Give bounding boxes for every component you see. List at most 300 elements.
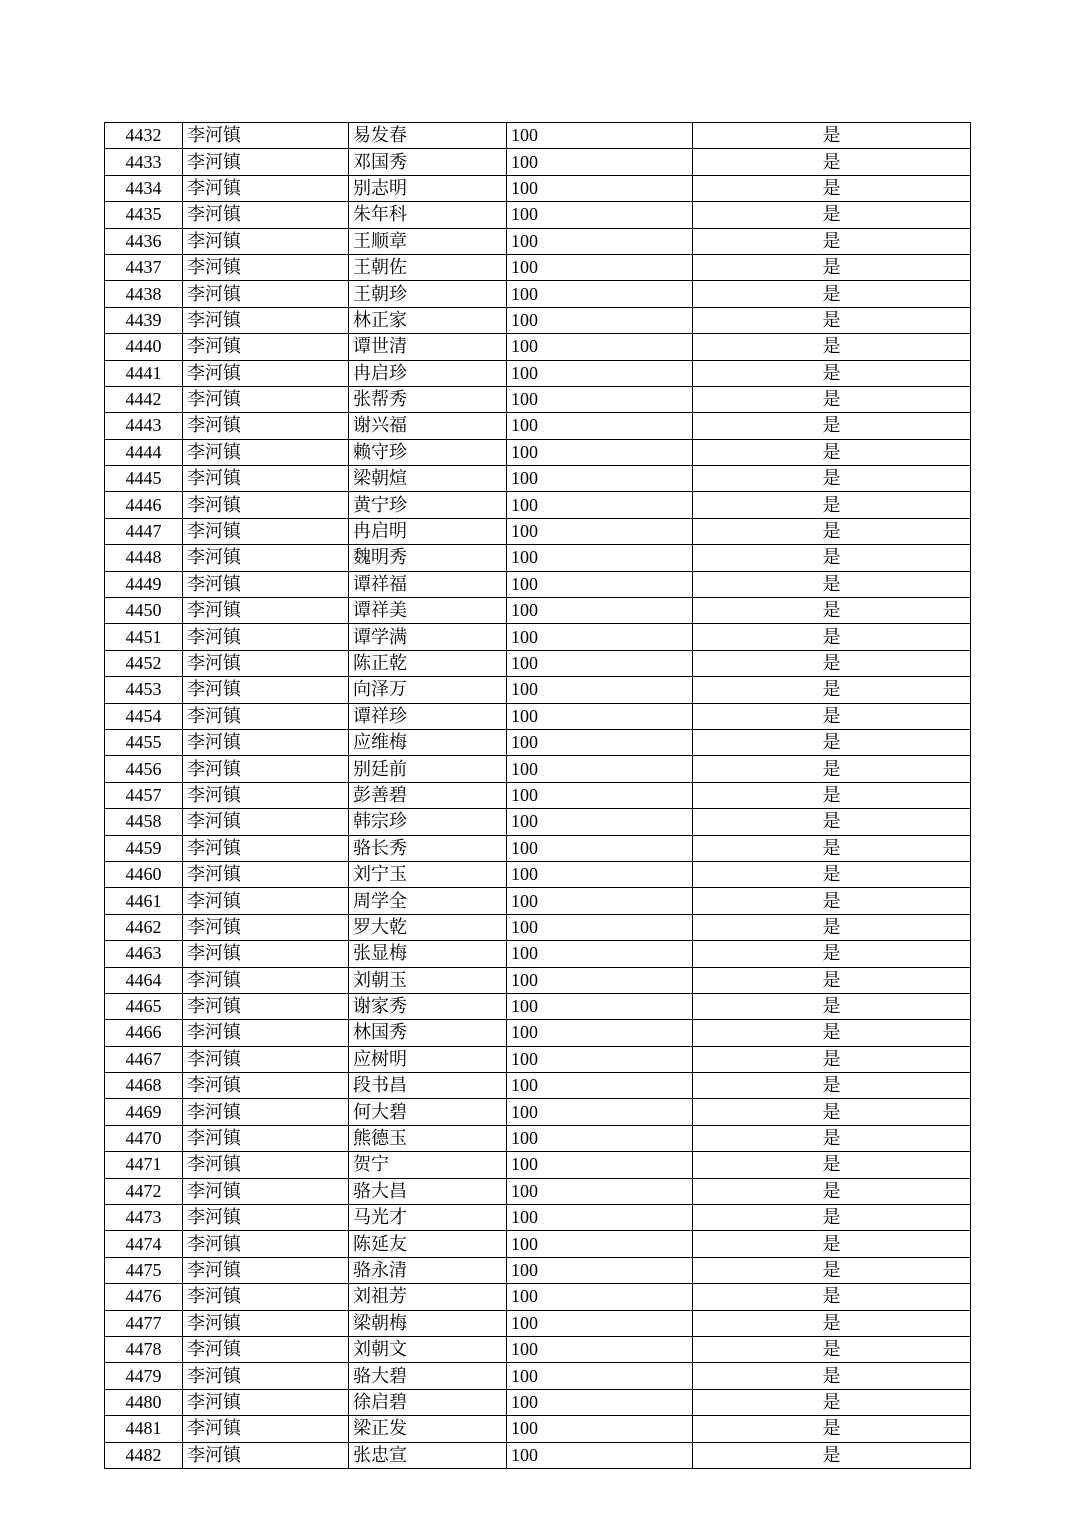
row-name-cell: 贺宁: [349, 1152, 507, 1178]
row-town-cell: 李河镇: [183, 518, 349, 544]
row-flag-cell: 是: [693, 1310, 971, 1336]
table-row: [105, 914, 971, 940]
row-flag-cell: 是: [693, 413, 971, 439]
table-row: [105, 861, 971, 887]
row-index-cell: 4474: [105, 1231, 183, 1257]
row-name-cell: 陈正乾: [349, 650, 507, 676]
row-index-cell: 4469: [105, 1099, 183, 1125]
row-name-cell: 梁正发: [349, 1416, 507, 1442]
row-index-cell: 4461: [105, 888, 183, 914]
row-name-cell: 刘祖芳: [349, 1284, 507, 1310]
table-row: [105, 1284, 971, 1310]
row-town-cell: 李河镇: [183, 175, 349, 201]
table-row: [105, 492, 971, 518]
table-row: [105, 729, 971, 755]
row-amount-cell: 100: [507, 1205, 693, 1231]
row-index-cell: 4439: [105, 307, 183, 333]
row-index-cell: 4467: [105, 1046, 183, 1072]
row-name-cell: 刘宁玉: [349, 861, 507, 887]
table-row: [105, 1205, 971, 1231]
row-amount-cell: 100: [507, 624, 693, 650]
row-town-cell: 李河镇: [183, 360, 349, 386]
row-name-cell: 别廷前: [349, 756, 507, 782]
table-row: [105, 123, 971, 149]
row-amount-cell: 100: [507, 466, 693, 492]
row-amount-cell: 100: [507, 1336, 693, 1362]
row-town-cell: 李河镇: [183, 835, 349, 861]
row-name-cell: 骆永清: [349, 1257, 507, 1283]
row-name-cell: 邓国秀: [349, 149, 507, 175]
row-name-cell: 骆长秀: [349, 835, 507, 861]
table-row: [105, 967, 971, 993]
row-index-cell: 4447: [105, 518, 183, 544]
row-name-cell: 刘朝玉: [349, 967, 507, 993]
row-amount-cell: 100: [507, 545, 693, 571]
row-index-cell: 4462: [105, 914, 183, 940]
row-town-cell: 李河镇: [183, 1389, 349, 1415]
row-flag-cell: 是: [693, 149, 971, 175]
row-flag-cell: 是: [693, 729, 971, 755]
row-amount-cell: 100: [507, 1152, 693, 1178]
table-row: [105, 175, 971, 201]
row-flag-cell: 是: [693, 386, 971, 412]
row-flag-cell: 是: [693, 861, 971, 887]
table-row: [105, 1020, 971, 1046]
row-name-cell: 彭善碧: [349, 782, 507, 808]
row-flag-cell: 是: [693, 334, 971, 360]
row-town-cell: 李河镇: [183, 466, 349, 492]
row-index-cell: 4445: [105, 466, 183, 492]
row-town-cell: 李河镇: [183, 914, 349, 940]
row-amount-cell: 100: [507, 598, 693, 624]
row-amount-cell: 100: [507, 413, 693, 439]
row-index-cell: 4482: [105, 1442, 183, 1468]
row-name-cell: 谭祥珍: [349, 703, 507, 729]
table-row: [105, 888, 971, 914]
row-index-cell: 4459: [105, 835, 183, 861]
row-name-cell: 林正家: [349, 307, 507, 333]
row-name-cell: 应树明: [349, 1046, 507, 1072]
row-amount-cell: 100: [507, 175, 693, 201]
row-flag-cell: 是: [693, 1152, 971, 1178]
table-row: [105, 281, 971, 307]
row-town-cell: 李河镇: [183, 729, 349, 755]
row-name-cell: 段书昌: [349, 1073, 507, 1099]
row-index-cell: 4435: [105, 202, 183, 228]
row-amount-cell: 100: [507, 888, 693, 914]
row-name-cell: 魏明秀: [349, 545, 507, 571]
table-body: [105, 123, 971, 1469]
row-flag-cell: 是: [693, 1363, 971, 1389]
row-index-cell: 4472: [105, 1178, 183, 1204]
table-row: [105, 307, 971, 333]
table-row: [105, 360, 971, 386]
row-index-cell: 4456: [105, 756, 183, 782]
row-index-cell: 4463: [105, 941, 183, 967]
row-flag-cell: 是: [693, 123, 971, 149]
row-town-cell: 李河镇: [183, 1310, 349, 1336]
row-amount-cell: 100: [507, 1099, 693, 1125]
row-index-cell: 4475: [105, 1257, 183, 1283]
row-amount-cell: 100: [507, 1416, 693, 1442]
row-name-cell: 何大碧: [349, 1099, 507, 1125]
row-town-cell: 李河镇: [183, 993, 349, 1019]
row-index-cell: 4480: [105, 1389, 183, 1415]
row-flag-cell: 是: [693, 1257, 971, 1283]
row-town-cell: 李河镇: [183, 809, 349, 835]
row-flag-cell: 是: [693, 1205, 971, 1231]
row-town-cell: 李河镇: [183, 413, 349, 439]
row-town-cell: 李河镇: [183, 281, 349, 307]
row-index-cell: 4440: [105, 334, 183, 360]
row-amount-cell: 100: [507, 1257, 693, 1283]
table-row: [105, 202, 971, 228]
row-amount-cell: 100: [507, 571, 693, 597]
row-index-cell: 4478: [105, 1336, 183, 1362]
row-flag-cell: 是: [693, 1046, 971, 1072]
row-town-cell: 李河镇: [183, 1178, 349, 1204]
row-name-cell: 张帮秀: [349, 386, 507, 412]
row-town-cell: 李河镇: [183, 1046, 349, 1072]
row-amount-cell: 100: [507, 1020, 693, 1046]
row-index-cell: 4452: [105, 650, 183, 676]
row-town-cell: 李河镇: [183, 756, 349, 782]
table-row: [105, 703, 971, 729]
row-amount-cell: 100: [507, 1046, 693, 1072]
table-row: [105, 149, 971, 175]
row-flag-cell: 是: [693, 993, 971, 1019]
table-row: [105, 1046, 971, 1072]
row-amount-cell: 100: [507, 1389, 693, 1415]
row-town-cell: 李河镇: [183, 1284, 349, 1310]
row-town-cell: 李河镇: [183, 439, 349, 465]
row-flag-cell: 是: [693, 1125, 971, 1151]
table-row: [105, 571, 971, 597]
row-flag-cell: 是: [693, 1099, 971, 1125]
row-index-cell: 4449: [105, 571, 183, 597]
row-name-cell: 黄宁珍: [349, 492, 507, 518]
row-town-cell: 李河镇: [183, 1099, 349, 1125]
row-amount-cell: 100: [507, 993, 693, 1019]
row-flag-cell: 是: [693, 941, 971, 967]
row-flag-cell: 是: [693, 281, 971, 307]
row-name-cell: 骆大碧: [349, 1363, 507, 1389]
row-amount-cell: 100: [507, 1442, 693, 1468]
row-flag-cell: 是: [693, 650, 971, 676]
row-index-cell: 4458: [105, 809, 183, 835]
row-flag-cell: 是: [693, 492, 971, 518]
row-flag-cell: 是: [693, 466, 971, 492]
row-index-cell: 4466: [105, 1020, 183, 1046]
row-flag-cell: 是: [693, 1284, 971, 1310]
row-name-cell: 冉启明: [349, 518, 507, 544]
row-amount-cell: 100: [507, 914, 693, 940]
row-flag-cell: 是: [693, 677, 971, 703]
row-index-cell: 4453: [105, 677, 183, 703]
row-name-cell: 谭祥福: [349, 571, 507, 597]
row-index-cell: 4470: [105, 1125, 183, 1151]
table-row: [105, 1336, 971, 1362]
row-amount-cell: 100: [507, 281, 693, 307]
row-flag-cell: 是: [693, 228, 971, 254]
row-index-cell: 4479: [105, 1363, 183, 1389]
table-row: [105, 809, 971, 835]
row-name-cell: 朱年科: [349, 202, 507, 228]
row-town-cell: 李河镇: [183, 624, 349, 650]
table-row: [105, 1073, 971, 1099]
row-amount-cell: 100: [507, 967, 693, 993]
row-town-cell: 李河镇: [183, 1073, 349, 1099]
row-amount-cell: 100: [507, 1363, 693, 1389]
row-index-cell: 4450: [105, 598, 183, 624]
row-town-cell: 李河镇: [183, 1152, 349, 1178]
row-flag-cell: 是: [693, 360, 971, 386]
row-flag-cell: 是: [693, 888, 971, 914]
table-row: [105, 677, 971, 703]
row-amount-cell: 100: [507, 1231, 693, 1257]
row-flag-cell: 是: [693, 1442, 971, 1468]
table-row: [105, 413, 971, 439]
row-index-cell: 4481: [105, 1416, 183, 1442]
row-town-cell: 李河镇: [183, 1205, 349, 1231]
row-index-cell: 4441: [105, 360, 183, 386]
row-name-cell: 赖守珍: [349, 439, 507, 465]
row-flag-cell: 是: [693, 809, 971, 835]
table-row: [105, 254, 971, 280]
row-amount-cell: 100: [507, 254, 693, 280]
row-town-cell: 李河镇: [183, 1416, 349, 1442]
row-name-cell: 谭世清: [349, 334, 507, 360]
row-index-cell: 4476: [105, 1284, 183, 1310]
row-index-cell: 4454: [105, 703, 183, 729]
table-row: [105, 624, 971, 650]
row-flag-cell: 是: [693, 1073, 971, 1099]
row-flag-cell: 是: [693, 756, 971, 782]
row-town-cell: 李河镇: [183, 492, 349, 518]
row-name-cell: 林国秀: [349, 1020, 507, 1046]
row-index-cell: 4432: [105, 123, 183, 149]
row-town-cell: 李河镇: [183, 1020, 349, 1046]
row-amount-cell: 100: [507, 386, 693, 412]
table-row: [105, 228, 971, 254]
row-town-cell: 李河镇: [183, 598, 349, 624]
row-index-cell: 4460: [105, 861, 183, 887]
row-index-cell: 4464: [105, 967, 183, 993]
table-row: [105, 1363, 971, 1389]
row-flag-cell: 是: [693, 1231, 971, 1257]
row-index-cell: 4448: [105, 545, 183, 571]
row-amount-cell: 100: [507, 360, 693, 386]
row-town-cell: 李河镇: [183, 254, 349, 280]
row-amount-cell: 100: [507, 1310, 693, 1336]
row-index-cell: 4465: [105, 993, 183, 1019]
row-amount-cell: 100: [507, 782, 693, 808]
row-flag-cell: 是: [693, 307, 971, 333]
row-town-cell: 李河镇: [183, 1125, 349, 1151]
row-town-cell: 李河镇: [183, 861, 349, 887]
row-name-cell: 熊德玉: [349, 1125, 507, 1151]
row-amount-cell: 100: [507, 334, 693, 360]
table-row: [105, 518, 971, 544]
row-flag-cell: 是: [693, 1389, 971, 1415]
row-name-cell: 谢家秀: [349, 993, 507, 1019]
row-amount-cell: 100: [507, 835, 693, 861]
row-name-cell: 向泽万: [349, 677, 507, 703]
row-flag-cell: 是: [693, 835, 971, 861]
row-index-cell: 4451: [105, 624, 183, 650]
table-row: [105, 386, 971, 412]
row-name-cell: 易发春: [349, 123, 507, 149]
row-name-cell: 陈延友: [349, 1231, 507, 1257]
row-amount-cell: 100: [507, 756, 693, 782]
table-row: [105, 1416, 971, 1442]
table-row: [105, 941, 971, 967]
table-row: [105, 1442, 971, 1468]
row-index-cell: 4457: [105, 782, 183, 808]
row-amount-cell: 100: [507, 202, 693, 228]
row-index-cell: 4444: [105, 439, 183, 465]
row-index-cell: 4442: [105, 386, 183, 412]
row-town-cell: 李河镇: [183, 307, 349, 333]
row-town-cell: 李河镇: [183, 1257, 349, 1283]
table-row: [105, 1257, 971, 1283]
table-row: [105, 782, 971, 808]
row-town-cell: 李河镇: [183, 545, 349, 571]
row-index-cell: 4468: [105, 1073, 183, 1099]
row-flag-cell: 是: [693, 914, 971, 940]
table-row: [105, 1310, 971, 1336]
row-name-cell: 梁朝煊: [349, 466, 507, 492]
row-amount-cell: 100: [507, 1073, 693, 1099]
row-index-cell: 4436: [105, 228, 183, 254]
row-amount-cell: 100: [507, 1125, 693, 1151]
table-row: [105, 439, 971, 465]
row-amount-cell: 100: [507, 149, 693, 175]
row-amount-cell: 100: [507, 492, 693, 518]
row-index-cell: 4446: [105, 492, 183, 518]
row-name-cell: 王朝佐: [349, 254, 507, 280]
data-table: [104, 122, 971, 1469]
row-flag-cell: 是: [693, 571, 971, 597]
table-row: [105, 545, 971, 571]
row-index-cell: 4433: [105, 149, 183, 175]
row-amount-cell: 100: [507, 123, 693, 149]
table-row: [105, 598, 971, 624]
row-flag-cell: 是: [693, 439, 971, 465]
row-index-cell: 4438: [105, 281, 183, 307]
row-name-cell: 别志明: [349, 175, 507, 201]
row-amount-cell: 100: [507, 861, 693, 887]
row-name-cell: 罗大乾: [349, 914, 507, 940]
row-name-cell: 张忠宣: [349, 1442, 507, 1468]
row-flag-cell: 是: [693, 254, 971, 280]
row-flag-cell: 是: [693, 703, 971, 729]
row-town-cell: 李河镇: [183, 1231, 349, 1257]
row-flag-cell: 是: [693, 1020, 971, 1046]
row-town-cell: 李河镇: [183, 149, 349, 175]
table-row: [105, 1152, 971, 1178]
row-amount-cell: 100: [507, 1284, 693, 1310]
row-amount-cell: 100: [507, 677, 693, 703]
table-row: [105, 1231, 971, 1257]
row-town-cell: 李河镇: [183, 888, 349, 914]
row-name-cell: 谢兴福: [349, 413, 507, 439]
table-row: [105, 1099, 971, 1125]
row-flag-cell: 是: [693, 782, 971, 808]
row-amount-cell: 100: [507, 1178, 693, 1204]
table-row: [105, 756, 971, 782]
row-name-cell: 梁朝梅: [349, 1310, 507, 1336]
row-index-cell: 4471: [105, 1152, 183, 1178]
table-row: [105, 650, 971, 676]
row-town-cell: 李河镇: [183, 1442, 349, 1468]
row-index-cell: 4477: [105, 1310, 183, 1336]
table-row: [105, 1389, 971, 1415]
table-row: [105, 993, 971, 1019]
row-amount-cell: 100: [507, 307, 693, 333]
row-flag-cell: 是: [693, 1336, 971, 1362]
row-amount-cell: 100: [507, 439, 693, 465]
row-town-cell: 李河镇: [183, 1363, 349, 1389]
row-name-cell: 骆大昌: [349, 1178, 507, 1204]
row-name-cell: 刘朝文: [349, 1336, 507, 1362]
row-flag-cell: 是: [693, 624, 971, 650]
row-flag-cell: 是: [693, 1416, 971, 1442]
row-name-cell: 谭祥美: [349, 598, 507, 624]
table-row: [105, 466, 971, 492]
row-flag-cell: 是: [693, 545, 971, 571]
row-name-cell: 徐启碧: [349, 1389, 507, 1415]
table-row: [105, 334, 971, 360]
row-flag-cell: 是: [693, 598, 971, 624]
table-row: [105, 1178, 971, 1204]
row-amount-cell: 100: [507, 703, 693, 729]
row-name-cell: 马光才: [349, 1205, 507, 1231]
row-name-cell: 韩宗珍: [349, 809, 507, 835]
row-flag-cell: 是: [693, 202, 971, 228]
row-name-cell: 张显梅: [349, 941, 507, 967]
row-flag-cell: 是: [693, 175, 971, 201]
row-town-cell: 李河镇: [183, 123, 349, 149]
table-row: [105, 1125, 971, 1151]
row-flag-cell: 是: [693, 518, 971, 544]
row-town-cell: 李河镇: [183, 782, 349, 808]
row-index-cell: 4437: [105, 254, 183, 280]
row-town-cell: 李河镇: [183, 386, 349, 412]
row-name-cell: 周学全: [349, 888, 507, 914]
row-name-cell: 冉启珍: [349, 360, 507, 386]
row-flag-cell: 是: [693, 1178, 971, 1204]
row-amount-cell: 100: [507, 809, 693, 835]
row-amount-cell: 100: [507, 228, 693, 254]
row-town-cell: 李河镇: [183, 650, 349, 676]
row-index-cell: 4434: [105, 175, 183, 201]
row-name-cell: 王朝珍: [349, 281, 507, 307]
row-town-cell: 李河镇: [183, 941, 349, 967]
row-name-cell: 应维梅: [349, 729, 507, 755]
row-town-cell: 李河镇: [183, 677, 349, 703]
row-town-cell: 李河镇: [183, 571, 349, 597]
row-name-cell: 谭学满: [349, 624, 507, 650]
row-amount-cell: 100: [507, 941, 693, 967]
row-town-cell: 李河镇: [183, 202, 349, 228]
row-town-cell: 李河镇: [183, 1336, 349, 1362]
row-town-cell: 李河镇: [183, 228, 349, 254]
row-town-cell: 李河镇: [183, 703, 349, 729]
table-row: [105, 835, 971, 861]
row-flag-cell: 是: [693, 967, 971, 993]
row-town-cell: 李河镇: [183, 967, 349, 993]
